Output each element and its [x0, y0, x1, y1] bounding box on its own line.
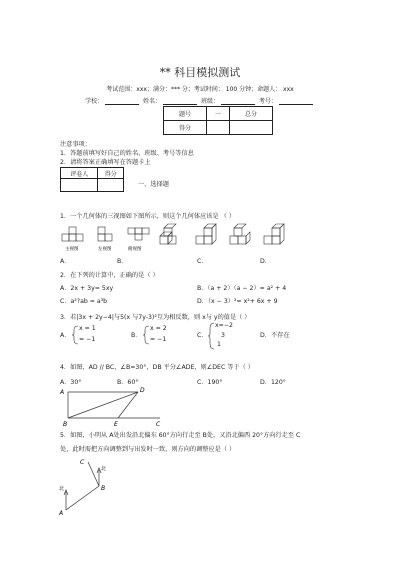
- q3-option-a-eq2: = −1: [79, 336, 96, 343]
- q5-label-c: C: [80, 459, 85, 466]
- q2-stem: 2．在下列的计算中，正确的是（ ）: [60, 272, 159, 279]
- q1-top-view-label: 俯视图: [128, 247, 142, 252]
- note-item-1: 1．答题前填写好自己的姓名、班级、考号等信息: [60, 150, 194, 157]
- note-item-2: 2．请将答案正确填写在答题卡上: [60, 159, 151, 166]
- notes-title: 注意事项：: [60, 141, 91, 148]
- q4-line-db: [68, 392, 138, 418]
- score-table-header-1: 一: [206, 107, 229, 121]
- score-table-header-qno: 题号: [164, 107, 207, 121]
- grader-cell[interactable]: [61, 179, 98, 192]
- q3-option-c-eq1: x=−2: [215, 322, 233, 329]
- q2-option-c: C．a²?ab = a³b: [60, 298, 108, 305]
- q3-option-b-label: B．: [131, 332, 142, 339]
- q3-option-c-eq3: 1: [217, 341, 221, 348]
- q1-option-b-figure: [196, 224, 216, 244]
- score-table: [163, 106, 273, 135]
- name-label: 姓名：: [143, 98, 162, 105]
- grader-score-label: 得分: [98, 168, 124, 179]
- student-info-line: [0, 96, 400, 105]
- q5-stem-line1: 5．如图，小明从 A处出发沿北偏东 60°方向行走至 B处，又沿北偏西 20°方向行走至 C: [60, 432, 301, 439]
- q1-front-view-label: 主视图: [65, 247, 79, 252]
- q2-option-d: D．（x − 3）²= x²+ 6x + 9: [197, 298, 278, 305]
- q3-option-a-eq1: x = 1: [79, 325, 96, 332]
- exam-no-blank: [279, 98, 313, 105]
- q5-path-ab: [66, 486, 99, 510]
- exam-meta-line: 考试范围：xxx；满分：*** 分；考试时间： 100 分钟；命题人： xxx: [106, 86, 294, 93]
- q3-option-a-label: A．: [60, 332, 71, 339]
- grader-label: 评卷人: [61, 168, 98, 179]
- q2-option-a: A．2x + 3y= 5xy: [60, 285, 114, 292]
- q5-north-label-1: 北: [59, 486, 65, 492]
- school-label: 学校：: [85, 98, 104, 105]
- class-blank: [221, 98, 255, 105]
- page-title: ** 科目模拟测试: [159, 66, 241, 79]
- q5-label-b: B: [101, 485, 106, 492]
- q1-front-view: [62, 227, 83, 241]
- section-title: 一、选择题: [138, 181, 169, 188]
- q4-stem: 4．如图，AD // BC，∠B=30°，DB 平分∠ADE，则∠DEC 等于（ ）: [60, 364, 254, 371]
- q1-figures: [60, 224, 290, 254]
- q4-option-b: B．60°: [117, 379, 139, 386]
- score-table-header-total: 总分: [230, 107, 273, 121]
- q4-label-a: A: [60, 389, 65, 396]
- q5-north-label-2: 北: [101, 466, 107, 472]
- q2-option-b: B．（a + 2）（a − 2）= a² + 4: [197, 285, 287, 292]
- name-blank: [163, 98, 197, 105]
- score-table-row-label: 得分: [164, 121, 207, 135]
- school-blank: [105, 98, 139, 105]
- q1-option-c-figure: [230, 224, 250, 244]
- exam-no-label: 考号：: [258, 98, 277, 105]
- q3-option-b-eq1: x = 2: [150, 325, 167, 332]
- q1-option-c: C．: [197, 258, 208, 265]
- q1-top-view: [128, 228, 149, 240]
- q5-figure: [56, 456, 116, 516]
- q1-option-a: A．: [60, 258, 71, 265]
- q4-option-a: A．30°: [60, 379, 82, 386]
- q4-label-e: E: [114, 421, 118, 428]
- q4-label-d: D: [140, 387, 145, 394]
- q5-path-bc: [88, 462, 99, 486]
- q1-option-d-figure: [264, 224, 284, 244]
- q3-option-c-eq2: 3: [221, 332, 225, 339]
- q4-figure: [60, 386, 180, 428]
- q5-stem-line2: 处，此时需把方向调整到与出发时一致，则方向的调整应是（ ）: [60, 446, 236, 453]
- q4-label-b: B: [63, 421, 68, 428]
- grader-score-cell[interactable]: [98, 179, 124, 192]
- q3-stem: 3．若|3x + 2y−4|与5(x 与7y-3)²互为相反数，则 x与 y的值是（ ）: [60, 314, 251, 321]
- q1-option-a-figure: [160, 224, 176, 244]
- q5-label-a: A: [59, 510, 64, 517]
- grader-table: [60, 167, 124, 192]
- q1-side-view-label: 左视图: [98, 247, 112, 252]
- q3-option-b-eq2: = −1: [150, 336, 167, 343]
- score-cell-total[interactable]: [230, 121, 273, 135]
- q1-option-b: B．: [117, 258, 128, 265]
- q3-option-d: D．不存在: [260, 332, 290, 339]
- q4-option-d: D．120°: [260, 379, 286, 386]
- q4-option-c: C．190°: [197, 379, 223, 386]
- q1-stem: 1．一个几何体的三视图如下图所示，则这个几何体应该是 （ ）: [60, 213, 235, 220]
- q1-side-view: [98, 227, 112, 241]
- q4-label-c: C: [156, 421, 161, 428]
- q1-option-d: D．: [260, 258, 271, 265]
- class-label: 班级：: [200, 98, 219, 105]
- score-cell-1[interactable]: [206, 121, 229, 135]
- q3-option-c-label: C．: [197, 332, 208, 339]
